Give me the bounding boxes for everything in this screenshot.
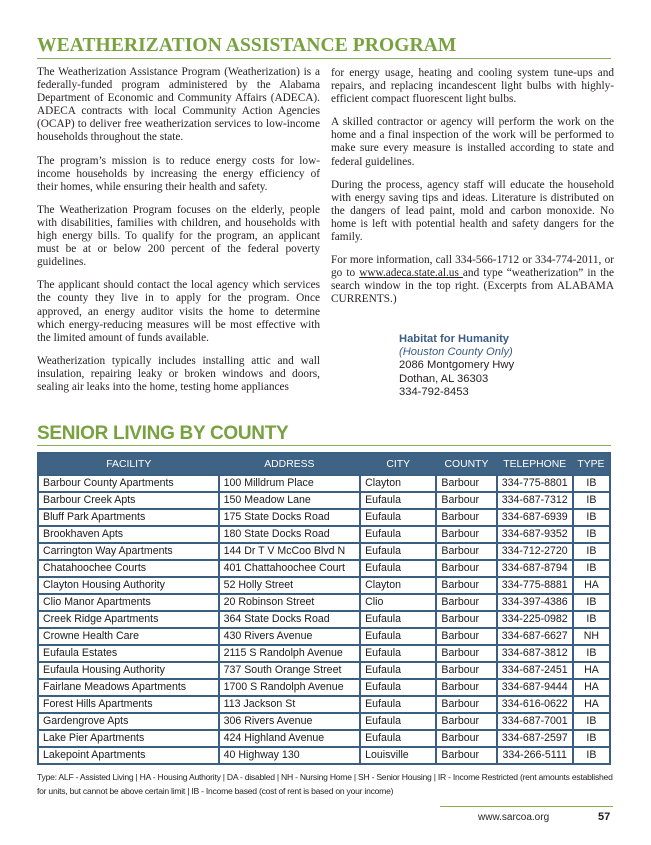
table-row <box>38 526 610 543</box>
cell-city: Eufaula <box>360 509 436 526</box>
cell-facility: Chatahoochee Courts <box>38 560 219 577</box>
cell-facility: Bluff Park Apartments <box>38 509 219 526</box>
type-legend: Type: ALF - Assisted Living | HA - Housing Authority | DA - disabled | NH - Nursing Home | SH - Senior Housing | IR - Income Restricted (rent amounts established for units, but cannot be above certain limit | IB - Income based (cost of rent is based on your income) <box>37 772 613 796</box>
table-body <box>38 475 610 764</box>
footer-divider <box>440 806 613 807</box>
habitat-phone: 334-792-8453 <box>399 385 469 398</box>
cell-county: Barbour <box>436 713 496 730</box>
cell-type: IB <box>573 713 610 730</box>
cell-type: NH <box>573 628 610 645</box>
cell-city: Clayton <box>360 475 436 492</box>
habitat-contact <box>399 333 514 399</box>
cell-telephone: 334-687-7312 <box>497 492 573 509</box>
table-row <box>38 713 610 730</box>
cell-city: Eufaula <box>360 662 436 679</box>
cell-city: Eufaula <box>360 645 436 662</box>
cell-county: Barbour <box>436 662 496 679</box>
cell-city: Eufaula <box>360 679 436 696</box>
cell-telephone: 334-687-3812 <box>497 645 573 662</box>
habitat-address-line1: 2086 Montgomery Hwy <box>399 359 515 372</box>
cell-telephone: 334-616-0622 <box>497 696 573 713</box>
page-number: 57 <box>598 811 611 823</box>
cell-type: IB <box>573 560 610 577</box>
cell-facility: Creek Ridge Apartments <box>38 611 219 628</box>
cell-facility: Forest Hills Apartments <box>38 696 219 713</box>
cell-county: Barbour <box>436 747 496 764</box>
cell-type: IB <box>573 475 610 492</box>
cell-facility: Eufaula Housing Authority <box>38 662 219 679</box>
cell-address: 2115 S Randolph Avenue <box>219 645 360 662</box>
table-row <box>38 594 610 611</box>
paragraph: A skilled contractor or agency will perform the work on the home and a final inspection of the work will be performed to make sure every measure is installed according to state and federal guidelines. <box>331 116 614 168</box>
cell-address: 430 Rivers Avenue <box>219 628 360 645</box>
paragraph: The applicant should contact the local agency which services the county they live in to apply for the program. Once approved, an energy auditor visits the home to determine which energy-reducing measures will be most effective with the limited amount of funds available. <box>37 279 320 344</box>
cell-address: 20 Robinson Street <box>219 594 360 611</box>
cell-city: Eufaula <box>360 543 436 560</box>
habitat-name: Habitat for Humanity <box>399 333 510 345</box>
cell-county: Barbour <box>436 543 496 560</box>
cell-type: IB <box>573 492 610 509</box>
cell-county: Barbour <box>436 475 496 492</box>
paragraph: The Weatherization Program focuses on the elderly, people with disabilities, families with children, and households with high energy bills. To qualify for the program, an applicant must be at or below 200 percent of the federal poverty guidelines. <box>37 203 320 269</box>
column-header-telephone: TELEPHONE <box>497 453 573 475</box>
senior-living-title: SENIOR LIVING BY COUNTY <box>37 424 611 446</box>
cell-type: IB <box>573 730 610 747</box>
cell-county: Barbour <box>436 594 496 611</box>
column-header-city: CITY <box>360 453 436 475</box>
cell-address: 100 Milldrum Place <box>219 475 360 492</box>
table-row <box>38 475 610 492</box>
column-header-facility: FACILITY <box>38 453 219 475</box>
table-row <box>38 560 610 577</box>
cell-type: HA <box>573 662 610 679</box>
cell-city: Clio <box>360 594 436 611</box>
cell-county: Barbour <box>436 628 496 645</box>
footer-url: www.sarcoa.org <box>478 812 550 823</box>
cell-facility: Brookhaven Apts <box>38 526 219 543</box>
table-row <box>38 543 610 560</box>
cell-address: 144 Dr T V McCoo Blvd N <box>219 543 360 560</box>
cell-city: Eufaula <box>360 730 436 747</box>
weatherization-left-column <box>37 66 320 404</box>
contact-paragraph <box>331 254 614 306</box>
cell-facility: Barbour Creek Apts <box>38 492 219 509</box>
cell-county: Barbour <box>436 509 496 526</box>
cell-type: IB <box>573 645 610 662</box>
paragraph: for energy usage, heating and cooling system tune-ups and repairs, and replacing incandescent light bulbs with highly-efficient compact fluorescent light bulbs. <box>331 67 614 106</box>
cell-facility: Clayton Housing Authority <box>38 577 219 594</box>
cell-facility: Barbour County Apartments <box>38 475 219 492</box>
table-row <box>38 577 610 594</box>
cell-county: Barbour <box>436 526 496 543</box>
table-row <box>38 628 610 645</box>
habitat-address-line2: Dothan, AL 36303 <box>399 372 489 385</box>
cell-telephone: 334-687-8794 <box>497 560 573 577</box>
cell-city: Eufaula <box>360 560 436 577</box>
cell-county: Barbour <box>436 577 496 594</box>
cell-address: 306 Rivers Avenue <box>219 713 360 730</box>
cell-telephone: 334-687-6939 <box>497 509 573 526</box>
cell-telephone: 334-225-0982 <box>497 611 573 628</box>
contact-text: and type “weatherization” in the search window in the top right. (Excerpts from ALABAMA CURRENTS.) <box>331 267 614 306</box>
cell-type: IB <box>573 543 610 560</box>
column-header-county: COUNTY <box>436 453 496 475</box>
cell-address: 737 South Orange Street <box>219 662 360 679</box>
cell-telephone: 334-266-5111 <box>497 747 573 764</box>
cell-telephone: 334-775-8881 <box>497 577 573 594</box>
table-row <box>38 645 610 662</box>
cell-address: 364 State Docks Road <box>219 611 360 628</box>
table-row <box>38 662 610 679</box>
cell-city: Clayton <box>360 577 436 594</box>
cell-address: 113 Jackson St <box>219 696 360 713</box>
cell-type: HA <box>573 577 610 594</box>
cell-facility: Carrington Way Apartments <box>38 543 219 560</box>
cell-city: Louisville <box>360 747 436 764</box>
cell-facility: Gardengrove Apts <box>38 713 219 730</box>
cell-county: Barbour <box>436 696 496 713</box>
cell-type: IB <box>573 747 610 764</box>
cell-telephone: 334-687-9352 <box>497 526 573 543</box>
paragraph: During the process, agency staff will educate the household with energy saving tips and ideas. Literature is distributed on the dangers of lead paint, mold and carbon monoxide. No home is left with potential health and safety dangers for the family. <box>331 178 614 244</box>
table-row <box>38 679 610 696</box>
cell-type: HA <box>573 679 610 696</box>
cell-city: Eufaula <box>360 611 436 628</box>
column-header-address: ADDRESS <box>219 453 360 475</box>
cell-county: Barbour <box>436 730 496 747</box>
cell-facility: Crowne Health Care <box>38 628 219 645</box>
cell-telephone: 334-687-6627 <box>497 628 573 645</box>
cell-telephone: 334-397-4386 <box>497 594 573 611</box>
habitat-note: (Houston County Only) <box>399 346 513 359</box>
cell-county: Barbour <box>436 645 496 662</box>
cell-address: 175 State Docks Road <box>219 509 360 526</box>
cell-type: IB <box>573 594 610 611</box>
cell-county: Barbour <box>436 679 496 696</box>
cell-address: 52 Holly Street <box>219 577 360 594</box>
table-row <box>38 730 610 747</box>
table-header-row <box>38 453 610 475</box>
cell-telephone: 334-687-2597 <box>497 730 573 747</box>
cell-county: Barbour <box>436 492 496 509</box>
cell-facility: Fairlane Meadows Apartments <box>38 679 219 696</box>
table-row <box>38 696 610 713</box>
cell-telephone: 334-712-2720 <box>497 543 573 560</box>
cell-county: Barbour <box>436 611 496 628</box>
cell-telephone: 334-687-9444 <box>497 679 573 696</box>
cell-address: 401 Chattahoochee Court <box>219 560 360 577</box>
cell-facility: Lakepoint Apartments <box>38 747 219 764</box>
paragraph: The Weatherization Assistance Program (Weatherization) is a federally-funded program administered by the Alabama Department of Economic and Community Affairs (ADECA). ADECA contracts with local Community Action Agencies (OCAP) to deliver free weatherization services to low-income households throughout the state. <box>37 66 320 144</box>
weatherization-right-column <box>331 67 614 317</box>
cell-facility: Clio Manor Apartments <box>38 594 219 611</box>
senior-living-table <box>37 452 611 765</box>
cell-county: Barbour <box>436 560 496 577</box>
table-row <box>38 509 610 526</box>
column-header-type: TYPE <box>573 453 610 475</box>
paragraph: Weatherization typically includes installing attic and wall insulation, repairing leaky or broken windows and doors, sealing air leaks into the home, testing home appliances <box>37 354 320 393</box>
cell-telephone: 334-687-7001 <box>497 713 573 730</box>
cell-address: 40 Highway 130 <box>219 747 360 764</box>
contact-text: For more information, call 334-566-1712 or 334-774-2011, or go to <box>331 254 614 280</box>
cell-facility: Eufaula Estates <box>38 645 219 662</box>
cell-telephone: 334-775-8801 <box>497 475 573 492</box>
adeca-link[interactable]: www.adeca.state.al.us <box>359 267 463 280</box>
cell-type: HA <box>573 696 610 713</box>
cell-type: IB <box>573 611 610 628</box>
table-row <box>38 747 610 764</box>
cell-address: 1700 S Randolph Avenue <box>219 679 360 696</box>
cell-address: 424 Highland Avenue <box>219 730 360 747</box>
cell-city: Eufaula <box>360 696 436 713</box>
cell-city: Eufaula <box>360 713 436 730</box>
cell-city: Eufaula <box>360 492 436 509</box>
cell-telephone: 334-687-2451 <box>497 662 573 679</box>
cell-city: Eufaula <box>360 628 436 645</box>
cell-type: IB <box>573 509 610 526</box>
cell-facility: Lake Pier Apartments <box>38 730 219 747</box>
table-row <box>38 611 610 628</box>
table-row <box>38 492 610 509</box>
cell-city: Eufaula <box>360 526 436 543</box>
cell-address: 150 Meadow Lane <box>219 492 360 509</box>
paragraph: The program’s mission is to reduce energy costs for low-income households by increasing the energy efficiency of their homes, while ensuring their health and safety. <box>37 154 320 193</box>
weatherization-title: WEATHERIZATION ASSISTANCE PROGRAM <box>37 36 611 59</box>
cell-type: IB <box>573 526 610 543</box>
cell-address: 180 State Docks Road <box>219 526 360 543</box>
